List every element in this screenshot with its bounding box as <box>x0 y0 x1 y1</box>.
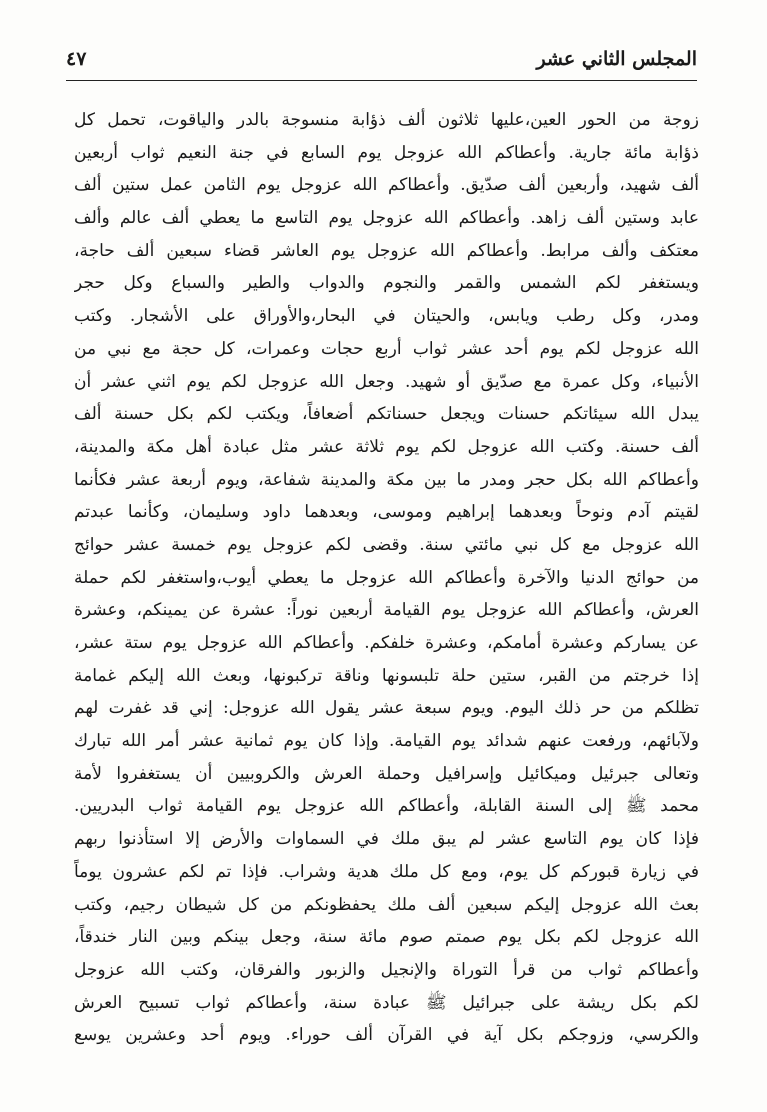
text-line: من حوائج الدنيا والآخرة وأعطاكم الله عزوجل ما يعطي أيوب،واستغفر لكم حملة <box>74 567 699 588</box>
text-line: وأعطاكم الله بكل حجر ومدر ما بين مكة والمدينة شفاعة، ويوم أربعة عشر فكأنما <box>74 469 699 490</box>
text-line: ومدر، وكل رطب ويابس، والحيتان في البحار،والأوراق على الأشجار. وكتب <box>74 306 699 327</box>
text-line: لقيتم آدم ونوحاً وبعدهما إبراهيم وموسى، وبعدهما داود وسليمان، وكأنما عبدتم <box>74 502 699 523</box>
text-line: فإذا كان يوم التاسع عشر لم يبق ملك في السماوات والأرض إلا استأذنوا ربهم <box>74 829 699 850</box>
text-line: ولآبائهم، ورفعت عنهم شدائد يوم القيامة. وإذا كان يوم ثمانية عشر أمر الله تبارك <box>74 731 699 752</box>
text-line: عن يساركم وعشرة أمامكم، وعشرة خلفكم. وأعطاكم الله عزوجل يوم ستة عشر، <box>74 633 699 653</box>
text-line: العرش، وأعطاكم الله عزوجل يوم القيامة أربعين نوراً: عشرة عن يمينكم، وعشرة <box>74 600 699 621</box>
chapter-title: المجلس الثاني عشر <box>536 48 697 70</box>
text-line: ذؤابة مائة جارية. وأعطاكم الله عزوجل يوم السابع في جنة النعيم ثواب أربعين <box>74 142 699 163</box>
text-line: وتعالى جبرئيل وميكائيل وإسرافيل وحملة العرش والكروبيين أن يستغفروا لأمة <box>74 763 699 784</box>
body-text <box>74 104 699 1052</box>
text-line: الله عزوجل لكم يوم أحد عشر ثواب أربع حجات وعمرات، كل حجة مع نبي من <box>74 338 699 359</box>
text-line: الله عزوجل مع كل نبي مائتي سنة. وقضى لكم عزوجل يوم خمسة عشر حوائج <box>74 534 699 555</box>
header-rule <box>66 80 697 81</box>
text-line: الأنبياء، وكل عمرة مع صدّيق أو شهيد. وجعل الله عزوجل لكم يوم اثني عشر أن <box>74 371 699 392</box>
text-line: إذا خرجتم من القبر، ستين حلة تلبسونها وناقة تركبونها، وبعث الله إليكم غمامة <box>74 665 699 686</box>
text-line: معتكف وألف مرابط. وأعطاكم الله عزوجل يوم العاشر قضاء سبعين ألف حاجة، <box>74 240 699 261</box>
text-line: زوجة من الحور العين،عليها ثلاثون ألف ذؤابة منسوجة بالدر والياقوت، تحمل كل <box>74 110 699 130</box>
running-head <box>66 42 697 78</box>
text-line: وأعطاكم ثواب من قرأ التوراة والإنجيل والزبور والفرقان، وكتب الله عزوجل <box>74 959 699 980</box>
text-line: بعث الله عزوجل إليكم سبعين ألف ملك يحفظونكم من كل شيطان رجيم، وكتب <box>74 894 699 915</box>
text-line: والكرسي، وزوجكم بكل آية في القرآن ألف حوراء. ويوم أحد وعشرين يوسع <box>74 1025 699 1046</box>
text-line: محمد ﷺ إلى السنة القابلة، وأعطاكم الله عزوجل يوم القيامة ثواب البدريين. <box>74 796 699 817</box>
text-line: تظلكم من حر ذلك اليوم. ويوم سبعة عشر يقول الله عزوجل: إني قد غفرت لهم <box>74 698 699 719</box>
text-line: ألف حسنة. وكتب الله عزوجل لكم يوم ثلاثة عشر مثل عبادة أهل مكة والمدينة، <box>74 436 699 457</box>
text-line: ويستغفر لكم الشمس والقمر والنجوم والدواب والطير والسباع وكل حجر <box>74 273 699 294</box>
page-number: ٤٧ <box>66 48 87 70</box>
text-line: عابد وستين ألف زاهد. وأعطاكم الله عزوجل يوم التاسع ما يعطي ألف عالم وألف <box>74 208 699 229</box>
text-line: لكم بكل ريشة على جبرائيل ﷺ عبادة سنة، وأعطاكم ثواب تسبيح العرش <box>74 992 699 1013</box>
text-line: الله عزوجل لكم بكل يوم صمتم صوم مائة سنة، وجعل بينكم وبين النار خندقاً، <box>74 927 699 948</box>
text-line: في زيارة قبوركم كل يوم، ومع كل ملك هدية وشراب. فإذا تم لكم عشرون يوماً <box>74 861 699 882</box>
text-line: يبدل الله سيئاتكم حسنات ويجعل حسناتكم أضعافاً، ويكتب لكم بكل حسنة ألف <box>74 404 699 425</box>
text-line: ألف شهيد، وأربعين ألف صدّيق. وأعطاكم الله عزوجل يوم الثامن عمل ستين ألف <box>74 175 699 196</box>
